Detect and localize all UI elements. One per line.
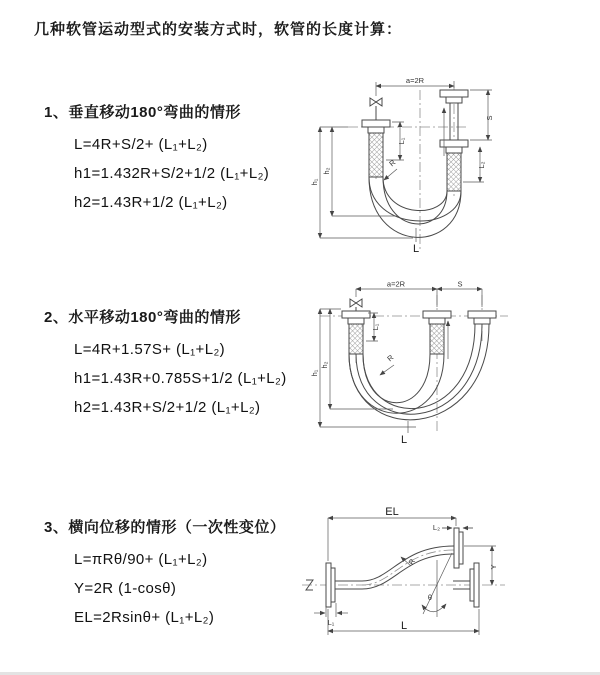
dim-l1-label: L₁ <box>371 323 380 331</box>
section-3-formula-EL: EL=2Rsinθ+ (L₁+L₂) <box>74 609 215 626</box>
radius-label: R <box>387 157 398 169</box>
dim-l1-label: L₁ <box>327 618 335 627</box>
section-2-formula-h2: h2=1.43R+S/2+1/2 (L₁+L₂) <box>74 399 261 416</box>
section-1-formula-h2: h2=1.43R+1/2 (L₁+L₂) <box>74 194 228 211</box>
section-2-formula-h1: h1=1.43R+0.785S+1/2 (L₁+L₂) <box>74 370 287 387</box>
section-3-formula-L: L=πRθ/90+ (L₁+L₂) <box>74 551 208 568</box>
valve-icon <box>350 299 362 311</box>
dim-h1-label: h₁ <box>310 178 319 186</box>
section-3-heading: 3、横向位移的情形（一次性变位） <box>44 519 286 536</box>
section-3 <box>44 516 285 632</box>
length-label: L <box>400 434 408 446</box>
section-1-heading: 1、垂直移动180°弯曲的情形 <box>44 104 241 121</box>
left-fitting <box>362 120 390 177</box>
dimensions <box>310 281 482 446</box>
section-1 <box>44 101 269 217</box>
dim-l2-label: L₂ <box>477 161 486 169</box>
diagram-lateral-displacement <box>296 503 511 648</box>
section-2-heading: 2、水平移动180°弯曲的情形 <box>44 309 241 326</box>
braid-section <box>369 133 383 177</box>
dim-h2-label: h₂ <box>322 167 331 175</box>
dim-el-label: EL <box>385 506 399 518</box>
valve-icon <box>370 98 382 120</box>
braid-section <box>447 153 461 191</box>
right-fitting-moved <box>468 311 496 324</box>
length-label: L <box>412 243 420 255</box>
dim-span-label: a=2R <box>405 76 425 85</box>
radius-label: R <box>385 352 396 364</box>
dim-l1-label: L₁ <box>397 137 406 145</box>
dim-h1-label: h₁ <box>310 369 319 377</box>
section-1-formula-L: L=4R+S/2+ (L₁+L₂) <box>74 136 208 153</box>
braid-section <box>430 324 444 354</box>
dimensions <box>310 76 494 255</box>
dim-s-label: S <box>457 281 463 289</box>
section-3-formula-Y: Y=2R (1-cosθ) <box>74 580 177 597</box>
section-2-formula-L: L=4R+1.57S+ (L₁+L₂) <box>74 341 226 358</box>
angle-label: θ <box>427 593 433 602</box>
middle-fitting-original <box>423 311 451 354</box>
dim-y-label: Y <box>489 564 498 570</box>
diagram-vertical-movement <box>310 70 535 258</box>
dim-l-label: L <box>400 620 408 632</box>
dim-s-label: S <box>485 115 494 121</box>
top-right-flange <box>454 528 463 568</box>
dim-span-label: a=2R <box>386 281 406 289</box>
section-1-formula-h1: h1=1.432R+S/2+1/2 (L₁+L₂) <box>74 165 270 182</box>
section-2 <box>44 306 287 422</box>
dim-l2-label: L₂ <box>432 523 440 532</box>
diagram-horizontal-movement <box>308 281 600 451</box>
hose-u-bend <box>349 324 489 420</box>
left-fitting <box>342 311 370 354</box>
radius-label: R <box>406 557 418 567</box>
braid-section <box>349 324 363 354</box>
page-title: 几种软管运动型式的安装方式时，软管的长度计算： <box>34 21 403 38</box>
dim-h2-label: h₂ <box>320 361 329 369</box>
